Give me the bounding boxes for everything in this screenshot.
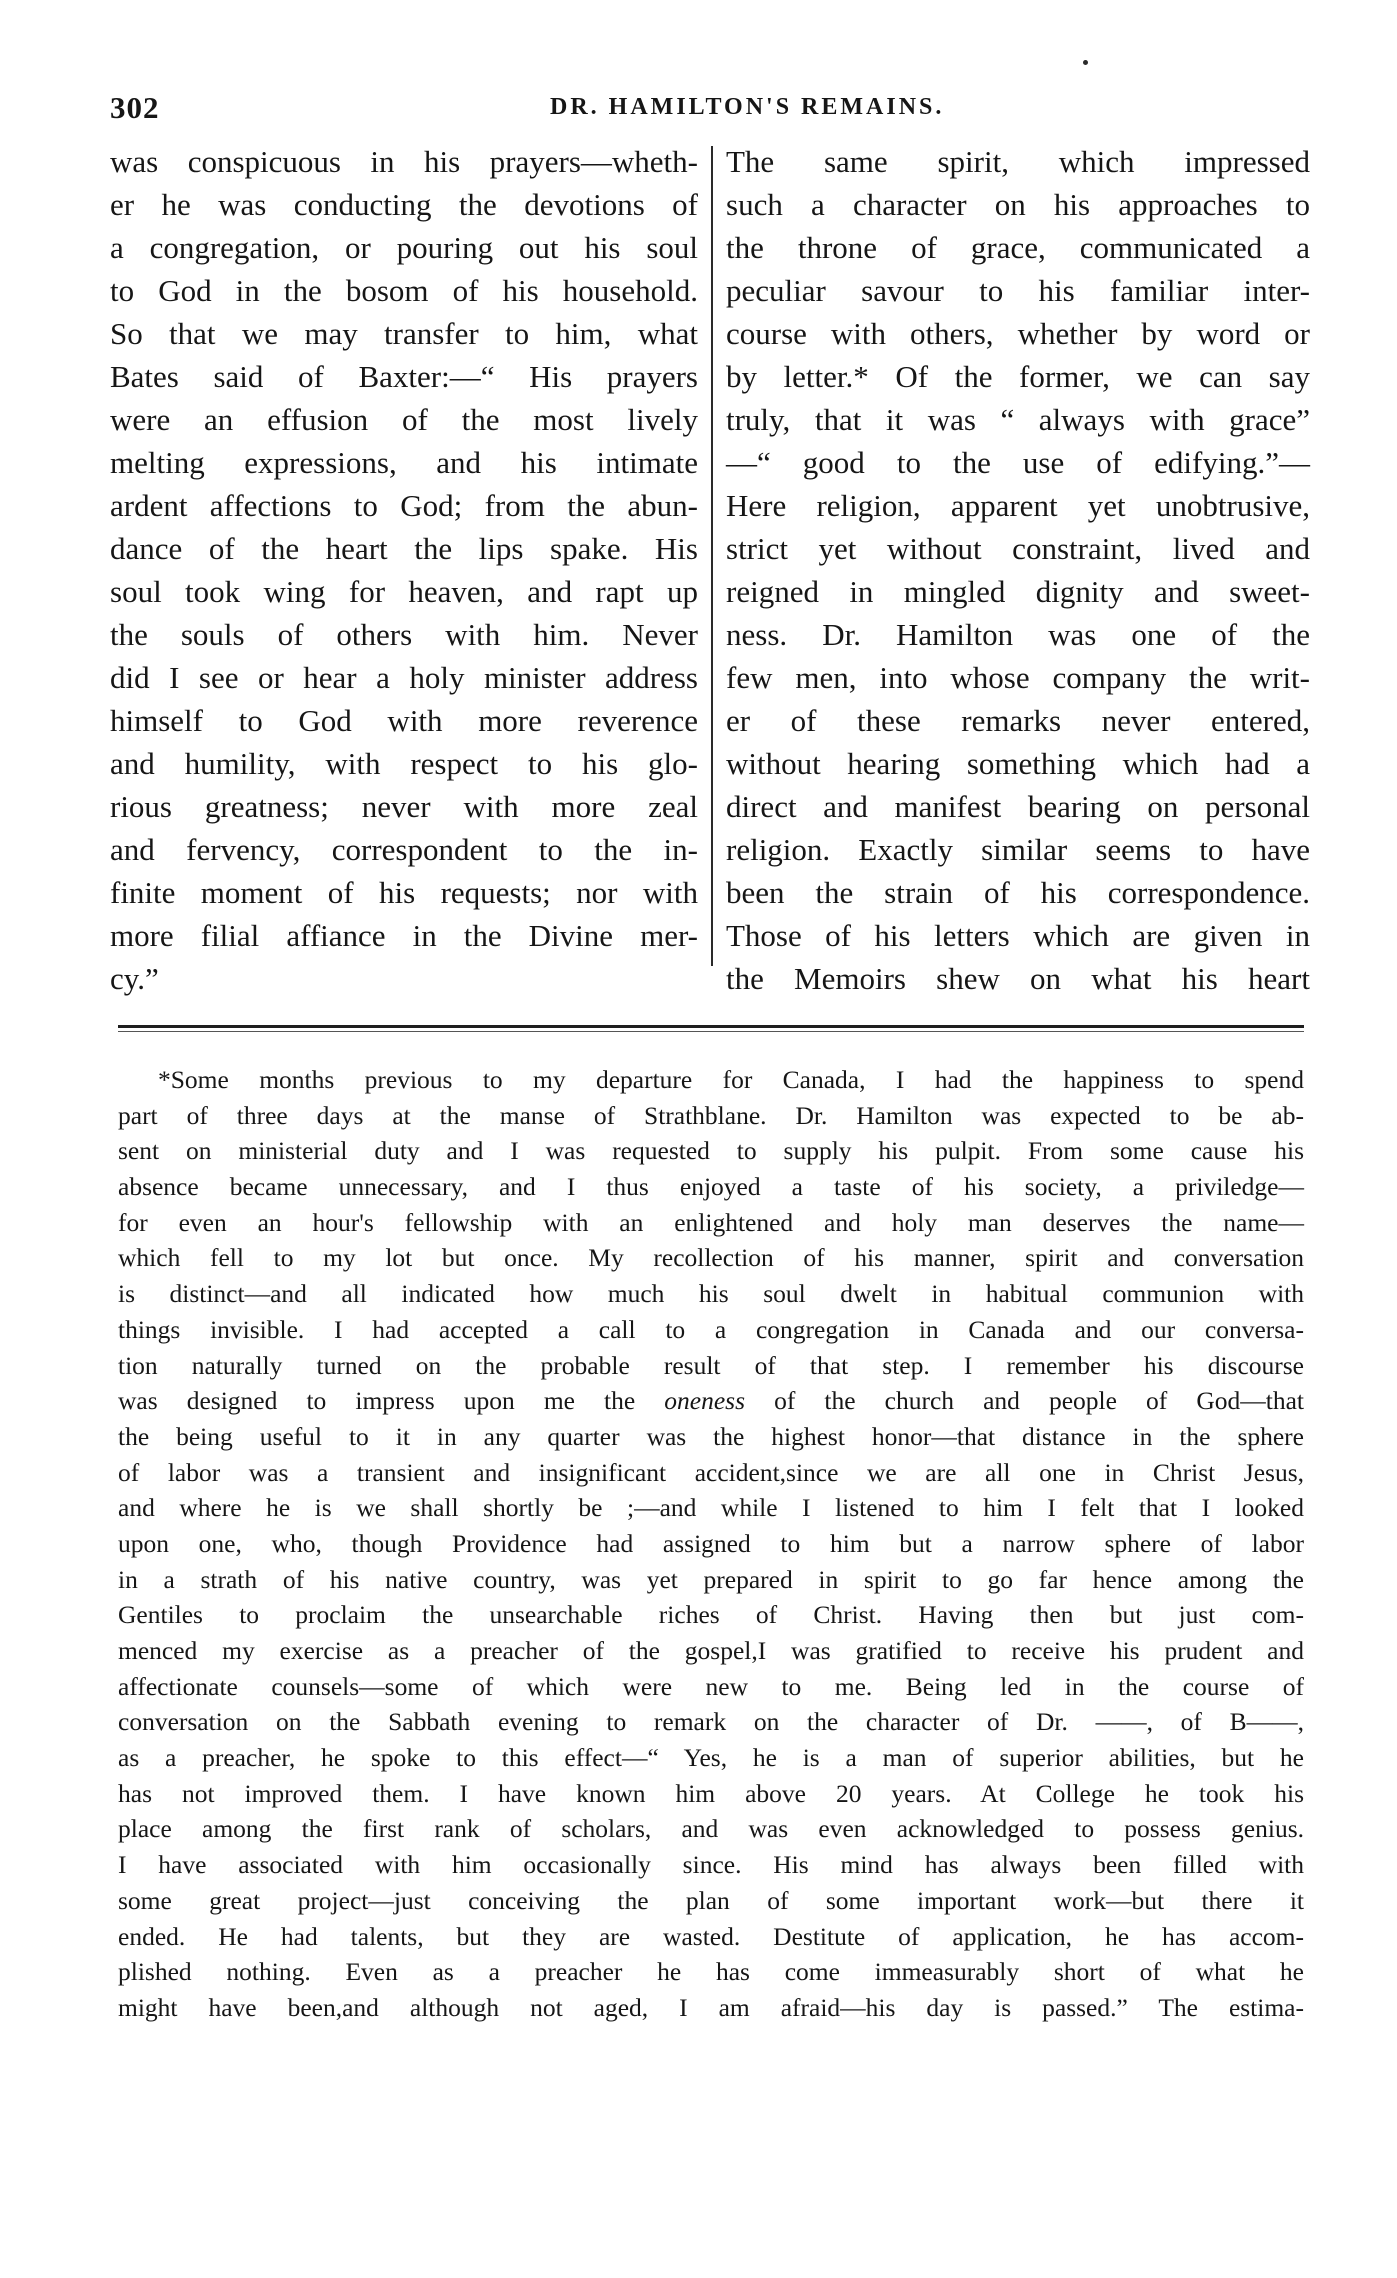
text-line: the throne of grace, communicated a	[726, 230, 1310, 265]
footnote-line: is distinct—and all indicated how much his soul dwelt in habitual communion with	[118, 1279, 1304, 1309]
footnote-line: I have associated with him occasionally since. His mind has always been filled with	[118, 1850, 1304, 1880]
footnote-line: in a strath of his native country, was yet prepared in spirit to go far hence among the	[118, 1564, 1304, 1594]
footnote-line: place among the first rank of scholars, and was even acknowledged to possess genius.	[118, 1814, 1304, 1844]
text-line: without hearing something which had a	[726, 746, 1310, 781]
text-line: melting expressions, and his intimate	[110, 445, 698, 480]
footnote-line: some great project—just conceiving the plan of some important work—but there it	[118, 1885, 1304, 1915]
text-line: So that we may transfer to him, what	[110, 316, 698, 351]
text-line: been the strain of his correspondence.	[726, 875, 1310, 910]
text-line: reigned in mingled dignity and sweet-	[726, 574, 1310, 609]
text-line: did I see or hear a holy minister address	[110, 660, 698, 695]
body-columns	[110, 140, 1310, 1000]
footnote-line: conversation on the Sabbath evening to remark on the character of Dr. ——, of B——,	[118, 1707, 1304, 1737]
footnote-line: part of three days at the manse of Strathblane. Dr. Hamilton was expected to be ab-	[118, 1100, 1304, 1130]
footnote-line: *Some months previous to my departure for Canada, I had the happiness to spend	[158, 1065, 1304, 1094]
footnote-line: which fell to my lot but once. My recollection of his manner, spirit and conversation	[118, 1243, 1304, 1273]
text-line: er of these remarks never entered,	[726, 703, 1310, 738]
text-line: peculiar savour to his familiar inter-	[726, 273, 1310, 308]
text-line: was conspicuous in his prayers—wheth-	[110, 144, 698, 179]
text-line: dance of the heart the lips spake. His	[110, 531, 698, 566]
text-line: religion. Exactly similar seems to have	[726, 832, 1310, 867]
footnote-line: tion naturally turned on the probable result of that step. I remember his discourse	[118, 1350, 1304, 1380]
footnote-rule	[118, 1025, 1304, 1028]
page-header	[110, 90, 1310, 130]
ink-speck	[1083, 60, 1088, 65]
footnote-line: upon one, who, though Providence had assigned to him but a narrow sphere of labor	[118, 1528, 1304, 1558]
footnote-line: Gentiles to proclaim the unsearchable riches of Christ. Having then but just com-	[118, 1600, 1304, 1630]
text-line: were an effusion of the most lively	[110, 402, 698, 437]
left-column	[110, 140, 698, 1000]
footnote-line: for even an hour's fellowship with an enlightened and holy man deserves the name—	[118, 1207, 1304, 1237]
text-line: the Memoirs shew on what his heart	[726, 961, 1310, 996]
text-line: direct and manifest bearing on personal	[726, 789, 1310, 824]
footnote-line: the being useful to it in any quarter was the highest honor—that distance in the sphere	[118, 1421, 1304, 1451]
footnote-line: as a preacher, he spoke to this effect—“ Yes, he is a man of superior abilities, but he	[118, 1743, 1304, 1773]
text-line: by letter.* Of the former, we can say	[726, 359, 1310, 394]
text-line: strict yet without constraint, lived and	[726, 531, 1310, 566]
text-line: the souls of others with him. Never	[110, 617, 698, 652]
footnote-line: plished nothing. Even as a preacher he has come immeasurably short of what he	[118, 1957, 1304, 1987]
text-line: finite moment of his requests; nor with	[110, 875, 698, 910]
running-head: DR. HAMILTON'S REMAINS.	[550, 94, 945, 120]
footnote-line: of labor was a transient and insignificant accident,since we are all one in Christ Jesus,	[118, 1457, 1304, 1487]
footnote-line: menced my exercise as a preacher of the gospel,I was gratified to receive his prudent and	[118, 1636, 1304, 1665]
footnote-line: ended. He had talents, but they are wasted. Destitute of application, he has accom-	[118, 1921, 1304, 1951]
footnote-rule-thin	[118, 1031, 1304, 1032]
text-line: ness. Dr. Hamilton was one of the	[726, 617, 1310, 652]
text-line: few men, into whose company the writ-	[726, 660, 1310, 695]
text-line: course with others, whether by word or	[726, 316, 1310, 351]
footnote-line: has not improved them. I have known him above 20 years. At College he took his	[118, 1778, 1304, 1808]
text-line: such a character on his approaches to	[726, 187, 1310, 222]
text-line: more filial affiance in the Divine mer-	[110, 918, 698, 953]
text-line: Here religion, apparent yet unobtrusive,	[726, 488, 1310, 523]
text-line: Those of his letters which are given in	[726, 918, 1310, 953]
footnote-line: might have been,and although not aged, I am afraid—his day is passed.” The estima-	[118, 1992, 1304, 2022]
text-line: to God in the bosom of his household.	[110, 273, 698, 308]
footnote-line: sent on ministerial duty and I was requested to supply his pulpit. From some cause his	[118, 1136, 1304, 1166]
footnote-line: things invisible. I had accepted a call to a congregation in Canada and our conversa-	[118, 1314, 1304, 1344]
page-number: 302	[110, 90, 160, 125]
footnote-line: was designed to impress upon me the oneness of the church and people of God—that	[118, 1386, 1304, 1416]
footnote-line: affectionate counsels—some of which were new to me. Being led in the course of	[118, 1671, 1304, 1701]
text-line: and humility, with respect to his glo-	[110, 746, 698, 781]
text-line: soul took wing for heaven, and rapt up	[110, 574, 698, 609]
footnote	[118, 1062, 1304, 2026]
text-line: cy.”	[110, 961, 159, 996]
text-line: Bates said of Baxter:—“ His prayers	[110, 359, 698, 394]
footnote-line: absence became unnecessary, and I thus enjoyed a taste of his society, a priviledge—	[118, 1172, 1304, 1202]
text-line: a congregation, or pouring out his soul	[110, 230, 698, 265]
footnote-line: and where he is we shall shortly be ;—and while I listened to him I felt that I looked	[118, 1493, 1304, 1523]
text-line: —“ good to the use of edifying.”—	[726, 445, 1310, 480]
text-line: himself to God with more reverence	[110, 703, 698, 738]
text-line: truly, that it was “ always with grace”	[726, 402, 1310, 437]
text-line: er he was conducting the devotions of	[110, 187, 698, 222]
text-line: The same spirit, which impressed	[726, 144, 1310, 179]
text-line: and fervency, correspondent to the in-	[110, 832, 698, 867]
text-line: rious greatness; never with more zeal	[110, 789, 698, 824]
right-column	[726, 140, 1310, 1000]
text-line: ardent affections to God; from the abun-	[110, 488, 698, 523]
column-divider	[711, 146, 713, 966]
